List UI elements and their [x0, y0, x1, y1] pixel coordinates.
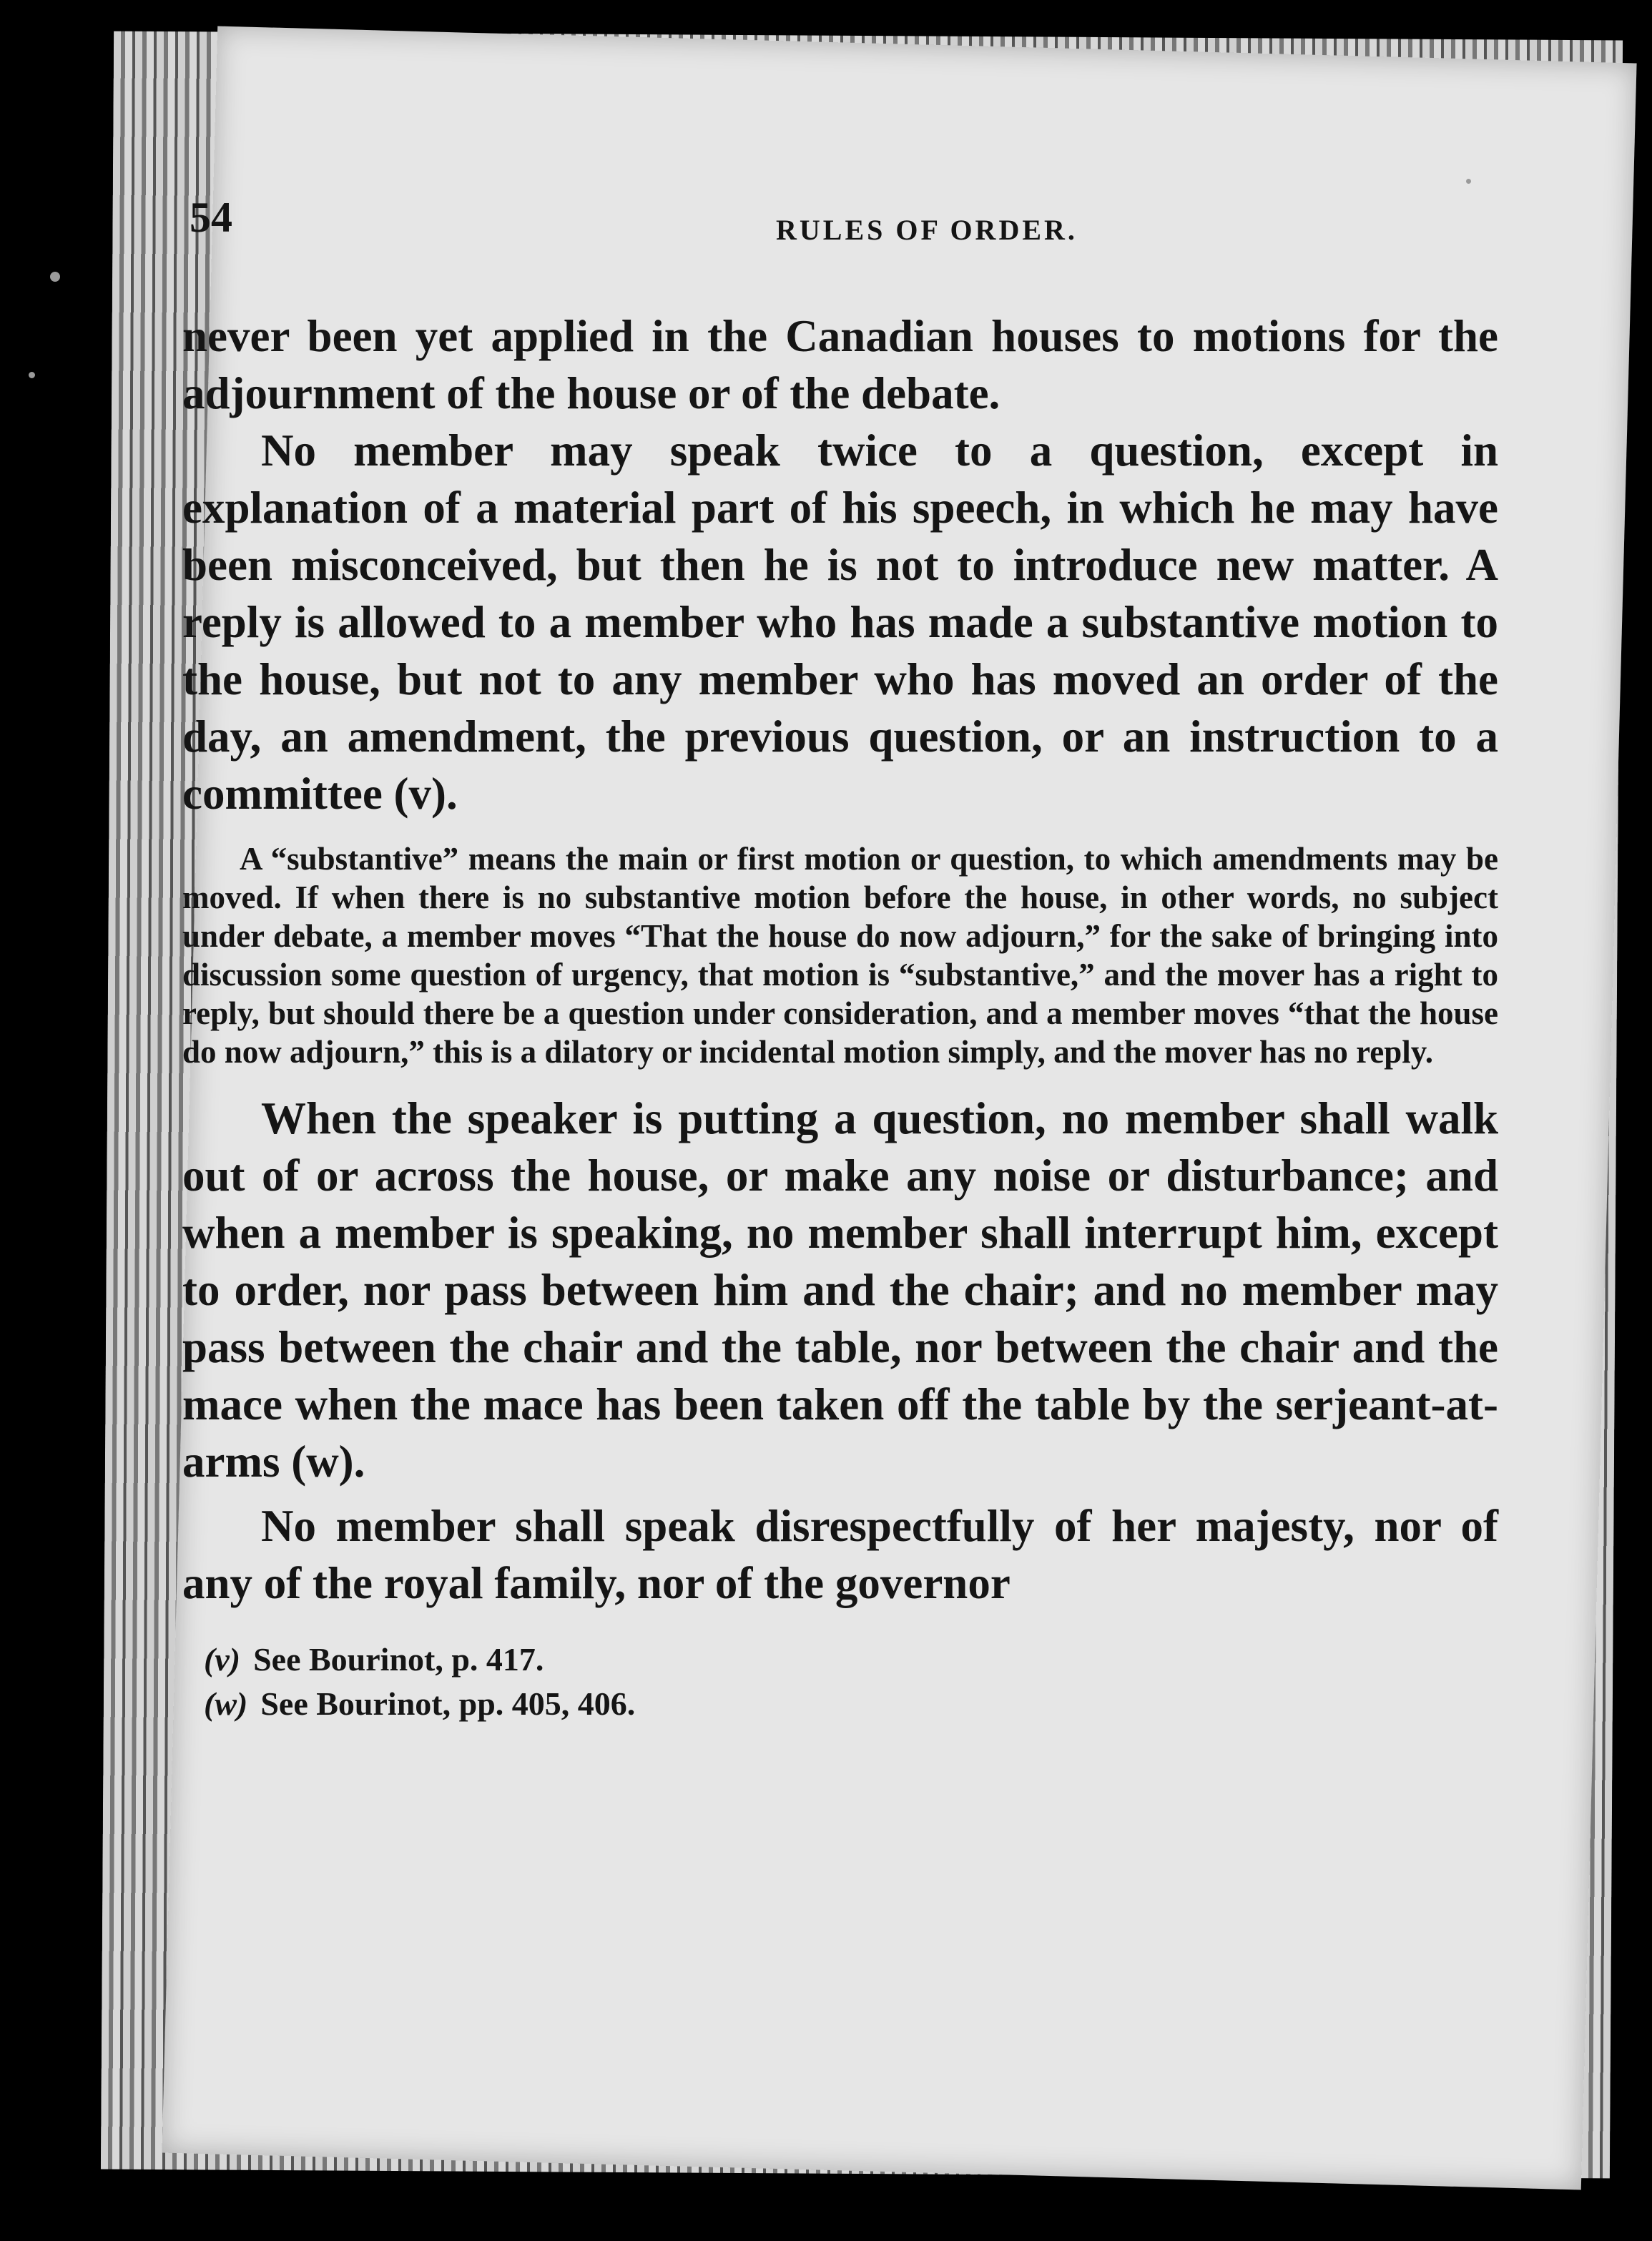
page-body [182, 307, 1498, 1726]
paragraph-putting-question: When the speaker is putting a question, no member shall walk out of or across the house, or make any noise or disturbance; and when a member is speaking, no member shall interrupt him, except to order, nor pass between him and the chair; and no member may pass between the chair and the table, nor between the chair and the mace when the mace has been taken off the table by the serjeant-at-arms (w). [182, 1093, 1498, 1487]
scan-speck [1466, 179, 1471, 184]
scan-speck [29, 372, 35, 378]
paragraph-speaking-twice: No member may speak twice to a question, except in explanation of a material part of his speech, in which he may have been misconceived, but then he is not to introduce new matter. A reply is allowed to a member who has made a substantive motion to the house, but not to any member who has moved an order of the day, an amendment, the previous question, or an instruction to a committee (v). [182, 425, 1498, 819]
footnote-mark: (w) [204, 1685, 248, 1722]
footnotes [182, 1637, 1498, 1726]
scan-speck [50, 272, 60, 282]
paragraph-disrespect: No member shall speak disrespectfully of her majesty, nor of any of the royal family, nor of the governor [182, 1501, 1498, 1608]
footnote-v [204, 1637, 1498, 1682]
footnote-mark: (v) [204, 1641, 241, 1678]
page-number: 54 [190, 194, 232, 241]
running-head: RULES OF ORDER. [776, 214, 1078, 246]
paragraph-continuation: never been yet applied in the Canadian houses to motions for the adjournment of the house or of the debate. [182, 311, 1498, 418]
footnote-w [204, 1682, 1498, 1726]
footnote-text: See Bourinot, p. 417. [253, 1641, 544, 1678]
footnote-text: See Bourinot, pp. 405, 406. [260, 1685, 636, 1722]
note-substantive: A “substantive” means the main or first motion or question, to which amendments may be moved. If when there is no substantive motion before the house, in other words, no subject under debate, a member moves “That the house do now adjourn,” for the sake of bringing into discussion some question of urgency, that motion is “substantive,” and the mover has a right to reply, but should there be a question under consideration, and a member moves “that the house do now adjourn,” this is a dilatory or incidental motion simply, and the mover has no reply. [182, 841, 1498, 1070]
